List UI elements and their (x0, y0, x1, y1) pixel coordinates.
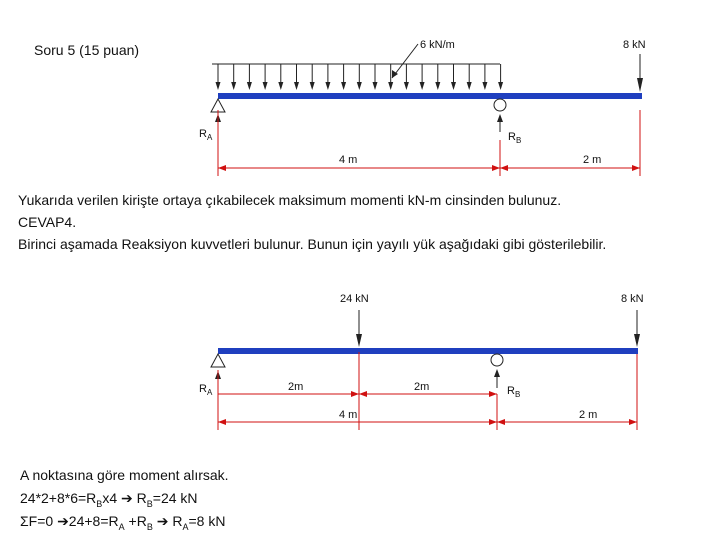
dim-arrow-2f (497, 419, 505, 425)
udl-arrowhead (404, 82, 409, 90)
dim-arrow-2d (218, 419, 226, 425)
point-load-24-label: 24 kN (340, 293, 369, 305)
udl-arrowhead (482, 82, 487, 90)
dim-label-left-1: 4 m (339, 154, 358, 166)
dim-arrow-1c (500, 165, 508, 171)
point-load-arrowhead-1 (637, 78, 643, 92)
solution-line-1: A noktasına göre moment alırsak. (20, 467, 229, 483)
point-load-8-label-2: 8 kN (621, 293, 644, 305)
dim-label-right-2: 2 m (579, 409, 598, 421)
udl-arrowhead (278, 82, 283, 90)
eq3-sub-d: A (182, 521, 189, 532)
udl-arrowhead (263, 82, 268, 90)
eq3-part-b: 24+8=R (68, 513, 119, 529)
roller-support-b-1 (494, 99, 506, 111)
dim-label-right-1: 2 m (583, 154, 602, 166)
udl-arrowhead (435, 82, 440, 90)
udl-arrowhead (357, 82, 362, 90)
dim-arrow-1a (218, 165, 226, 171)
eq2-part-b: x4 (102, 490, 118, 506)
dim-arrow-2c (489, 391, 497, 397)
step-description: Birinci aşamada Reaksiyon kuvvetleri bulunur. Bunun için yayılı yük aşağıdaki gibi gösterilebilir. (18, 236, 607, 252)
dim-arrow-2g (629, 419, 637, 425)
eq3-sub-b: A (118, 521, 125, 532)
reaction-a-label-2: $R_A$ (199, 383, 213, 397)
udl-arrowhead (231, 82, 236, 90)
dim-label-2m-b: 2m (414, 381, 430, 393)
udl-arrowhead (247, 82, 252, 90)
reaction-b-label-1: $R_B$ (508, 131, 522, 145)
udl-arrowhead (325, 82, 330, 90)
implies-arrow-icon: ➔ (156, 513, 169, 529)
reaction-b-arrowhead-1 (497, 114, 503, 122)
eq3-sub-c: B (146, 521, 153, 532)
dim-arrow-2a (351, 391, 359, 397)
eq2-sub-b: B (96, 498, 103, 509)
eq2-sub-c: B (146, 498, 153, 509)
dim-arrow-1b (492, 165, 500, 171)
udl-arrowhead (498, 82, 503, 90)
eq2-part-d: =24 kN (152, 490, 198, 506)
udl-arrowhead (451, 82, 456, 90)
answer-heading: CEVAP4. (18, 214, 77, 230)
implies-arrow-icon: ➔ (121, 490, 133, 506)
udl-arrowhead (294, 82, 299, 90)
dim-arrow-1d (632, 165, 640, 171)
question-title: Soru 5 (15 puan) (34, 42, 140, 58)
eq3-part-c: +R (124, 513, 147, 529)
point-load-label-1: 8 kN (623, 39, 646, 51)
distributed-load-label: 6 kN/m (420, 39, 455, 51)
reaction-b-arrowhead-2 (494, 369, 500, 377)
beam-2 (218, 348, 638, 354)
eq2-part-a: 24*2+8*6=R (20, 490, 97, 506)
udl-arrowhead (467, 82, 472, 90)
dim-label-left-2: 4 m (339, 409, 358, 421)
question-text: Yukarıda verilen kirişte ortaya çıkabilecek maksimum momenti kN-m cinsinden bulunuz. (18, 192, 562, 208)
eq3-part-d: R (172, 513, 183, 529)
distributed-load-arrows (216, 64, 504, 90)
udl-arrowhead (310, 82, 315, 90)
udl-arrowhead (373, 82, 378, 90)
eq3-part-e: =8 kN (188, 513, 226, 529)
udl-arrowhead (420, 82, 425, 90)
eq2-part-c: R (136, 490, 147, 506)
pin-support-a-2 (211, 354, 225, 367)
point-load-24-arrowhead (356, 334, 362, 347)
udl-arrowhead (341, 82, 346, 90)
reaction-b-label-2: $R_B$ (507, 385, 521, 399)
roller-support-b-2 (491, 354, 503, 366)
reaction-a-label-1: $R_A$ (199, 128, 213, 142)
dim-arrow-2b (359, 391, 367, 397)
beam-1 (218, 93, 642, 99)
dim-label-2m-a: 2m (288, 381, 304, 393)
udl-arrowhead (216, 82, 221, 90)
solution-line-3 (20, 513, 225, 532)
point-load-8-arrowhead-2 (634, 334, 640, 347)
solution-line-2 (20, 490, 198, 509)
dim-arrow-2e (489, 419, 497, 425)
implies-arrow-icon: ➔ (57, 513, 69, 529)
udl-arrowhead (388, 82, 393, 90)
eq3-part-a: ΣF=0 (20, 513, 54, 529)
